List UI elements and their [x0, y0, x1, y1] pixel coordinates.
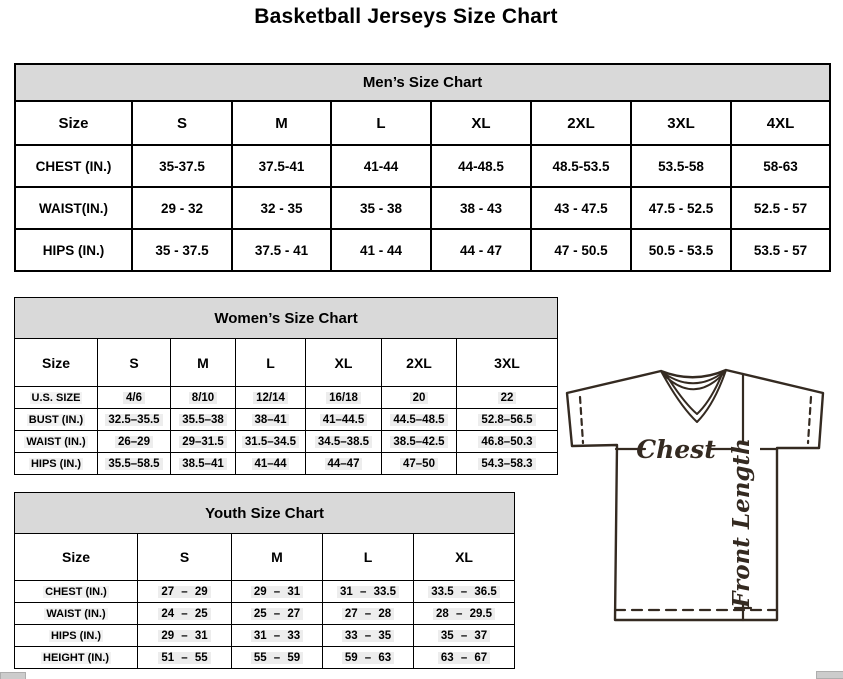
row-label [15, 387, 98, 409]
table-cell [382, 409, 457, 431]
cell-value: 31.5–34.5 [242, 436, 299, 448]
column-header: L [236, 339, 306, 387]
table-cell [138, 647, 232, 669]
size-header: Size [15, 339, 98, 387]
row-label [15, 431, 98, 453]
column-header: S [98, 339, 171, 387]
table-cell [457, 453, 558, 475]
horizontal-scrollbar-left-stub[interactable] [0, 672, 26, 679]
table-cell [232, 625, 323, 647]
table-cell [414, 625, 515, 647]
table-cell [323, 647, 414, 669]
table-cell [236, 387, 306, 409]
table-cell: 52.5 - 57 [731, 187, 830, 229]
table-row [15, 409, 558, 431]
table-cell: 44 - 47 [431, 229, 531, 271]
row-label-text: HEIGHT (IN.) [43, 651, 109, 664]
row-label: HIPS (IN.) [15, 229, 132, 271]
table-cell [457, 387, 558, 409]
front-length-label: Front Length [728, 438, 755, 608]
table-row [15, 339, 558, 387]
row-label-text: WAIST (IN.) [26, 435, 86, 448]
youth-size-table [14, 492, 515, 669]
column-header: XL [414, 534, 515, 581]
column-header: L [331, 101, 431, 145]
row-label-text: WAIST (IN.) [46, 607, 106, 620]
table-cell [382, 431, 457, 453]
cell-value: 51 – 55 [158, 652, 210, 664]
table-cell [98, 409, 171, 431]
cell-value: 41–44.5 [320, 414, 368, 426]
table-cell [138, 603, 232, 625]
table-cell: 44-48.5 [431, 145, 531, 187]
column-header: XL [431, 101, 531, 145]
table-cell: 35 - 37.5 [132, 229, 232, 271]
youth-table-title: Youth Size Chart [15, 493, 515, 534]
column-header: 2XL [382, 339, 457, 387]
cell-value: 41–44 [252, 458, 290, 470]
table-cell: 35-37.5 [132, 145, 232, 187]
cell-value: 44–47 [325, 458, 363, 470]
table-row [15, 64, 830, 101]
table-cell [232, 603, 323, 625]
table-cell [414, 647, 515, 669]
cell-value: 46.8–50.3 [478, 436, 535, 448]
cell-value: 8/10 [189, 392, 217, 404]
column-header: S [138, 534, 232, 581]
cell-value: 38–41 [252, 414, 290, 426]
table-cell [171, 431, 236, 453]
cell-value: 4/6 [123, 392, 145, 404]
cell-value: 31 – 33.5 [337, 586, 399, 598]
table-cell [457, 431, 558, 453]
cell-value: 33.5 – 36.5 [428, 586, 500, 598]
row-label [15, 647, 138, 669]
row-label [15, 409, 98, 431]
table-cell [98, 431, 171, 453]
cell-value: 35.5–38 [179, 414, 227, 426]
cell-value: 31 – 33 [251, 630, 303, 642]
table-cell [98, 387, 171, 409]
cell-value: 59 – 63 [342, 652, 394, 664]
cell-value: 38.5–41 [179, 458, 227, 470]
cell-value: 54.3–58.3 [478, 458, 535, 470]
table-cell [98, 453, 171, 475]
table-cell [171, 409, 236, 431]
table-cell [323, 625, 414, 647]
cell-value: 52.8–56.5 [478, 414, 535, 426]
table-cell: 41-44 [331, 145, 431, 187]
table-cell: 38 - 43 [431, 187, 531, 229]
table-row [15, 145, 830, 187]
cell-value: 22 [498, 392, 517, 404]
table-cell: 50.5 - 53.5 [631, 229, 731, 271]
row-label-text: HIPS (IN.) [50, 629, 102, 642]
table-cell [232, 647, 323, 669]
table-row [15, 603, 515, 625]
table-cell: 53.5 - 57 [731, 229, 830, 271]
table-cell [323, 603, 414, 625]
table-cell: 37.5-41 [232, 145, 331, 187]
table-cell [306, 431, 382, 453]
table-cell: 58-63 [731, 145, 830, 187]
row-label: WAIST(IN.) [15, 187, 132, 229]
table-cell: 32 - 35 [232, 187, 331, 229]
table-cell [414, 581, 515, 603]
table-cell: 43 - 47.5 [531, 187, 631, 229]
jersey-diagram [558, 362, 843, 627]
cell-value: 44.5–48.5 [390, 414, 447, 426]
sleeve-stitch-right-icon [808, 397, 811, 443]
row-label [15, 581, 138, 603]
table-row [15, 647, 515, 669]
column-header: 2XL [531, 101, 631, 145]
column-header: XL [306, 339, 382, 387]
column-header: S [132, 101, 232, 145]
table-cell [138, 581, 232, 603]
cell-value: 29 – 31 [158, 630, 210, 642]
table-cell [457, 409, 558, 431]
column-header: 3XL [457, 339, 558, 387]
cell-value: 12/14 [253, 392, 288, 404]
chest-label: Chest [636, 435, 716, 464]
table-row [15, 453, 558, 475]
row-label-text: BUST (IN.) [28, 413, 84, 426]
table-row [15, 387, 558, 409]
column-header: 3XL [631, 101, 731, 145]
cell-value: 27 – 29 [158, 586, 210, 598]
table-cell [414, 603, 515, 625]
column-header: 4XL [731, 101, 830, 145]
table-cell [138, 625, 232, 647]
table-cell [171, 387, 236, 409]
jersey-outline [567, 370, 823, 620]
cell-value: 28 – 29.5 [433, 608, 495, 620]
table-cell [306, 453, 382, 475]
column-header: M [232, 101, 331, 145]
cell-value: 29 – 31 [251, 586, 303, 598]
row-label-text: U.S. SIZE [31, 391, 81, 404]
table-row [15, 625, 515, 647]
table-cell [323, 581, 414, 603]
table-cell [306, 409, 382, 431]
table-cell: 47 - 50.5 [531, 229, 631, 271]
table-cell [236, 431, 306, 453]
cell-value: 47–50 [400, 458, 438, 470]
table-cell: 53.5-58 [631, 145, 731, 187]
row-label [15, 453, 98, 475]
cell-value: 55 – 59 [251, 652, 303, 664]
table-cell [306, 387, 382, 409]
cell-value: 63 – 67 [438, 652, 490, 664]
row-label-text: HIPS (IN.) [30, 457, 82, 470]
table-row [15, 493, 515, 534]
column-header: M [171, 339, 236, 387]
cell-value: 32.5–35.5 [105, 414, 162, 426]
table-cell [236, 409, 306, 431]
column-header: M [232, 534, 323, 581]
cell-value: 16/18 [326, 392, 361, 404]
cell-value: 25 – 27 [251, 608, 303, 620]
table-row [15, 534, 515, 581]
table-cell [382, 387, 457, 409]
cell-value: 27 – 28 [342, 608, 394, 620]
table-cell [382, 453, 457, 475]
cell-value: 26–29 [115, 436, 153, 448]
row-label: CHEST (IN.) [15, 145, 132, 187]
sleeve-stitch-left-icon [580, 397, 583, 443]
table-row [15, 431, 558, 453]
table-row [15, 187, 830, 229]
table-cell: 37.5 - 41 [232, 229, 331, 271]
horizontal-scrollbar-right-stub[interactable] [816, 671, 843, 679]
cell-value: 35 – 37 [438, 630, 490, 642]
column-header: L [323, 534, 414, 581]
cell-value: 35.5–58.5 [105, 458, 162, 470]
cell-value: 33 – 35 [342, 630, 394, 642]
table-row [15, 581, 515, 603]
womens-table-title: Women’s Size Chart [15, 298, 558, 339]
row-label [15, 625, 138, 647]
mens-size-table [14, 63, 831, 272]
cell-value: 24 – 25 [158, 608, 210, 620]
size-header: Size [15, 101, 132, 145]
table-row [15, 229, 830, 271]
table-cell: 29 - 32 [132, 187, 232, 229]
size-header: Size [15, 534, 138, 581]
table-cell [232, 581, 323, 603]
row-label [15, 603, 138, 625]
table-row [15, 298, 558, 339]
page-title: Basketball Jerseys Size Chart [254, 5, 558, 28]
cell-value: 29–31.5 [179, 436, 227, 448]
row-label-text: CHEST (IN.) [45, 585, 107, 598]
cell-value: 34.5–38.5 [315, 436, 372, 448]
table-cell: 35 - 38 [331, 187, 431, 229]
table-cell: 47.5 - 52.5 [631, 187, 731, 229]
cell-value: 38.5–42.5 [390, 436, 447, 448]
table-cell [236, 453, 306, 475]
cell-value: 20 [410, 392, 429, 404]
mens-table-title: Men’s Size Chart [15, 64, 830, 101]
table-cell: 48.5-53.5 [531, 145, 631, 187]
womens-size-table [14, 297, 558, 475]
table-cell [171, 453, 236, 475]
table-cell: 41 - 44 [331, 229, 431, 271]
table-row [15, 101, 830, 145]
